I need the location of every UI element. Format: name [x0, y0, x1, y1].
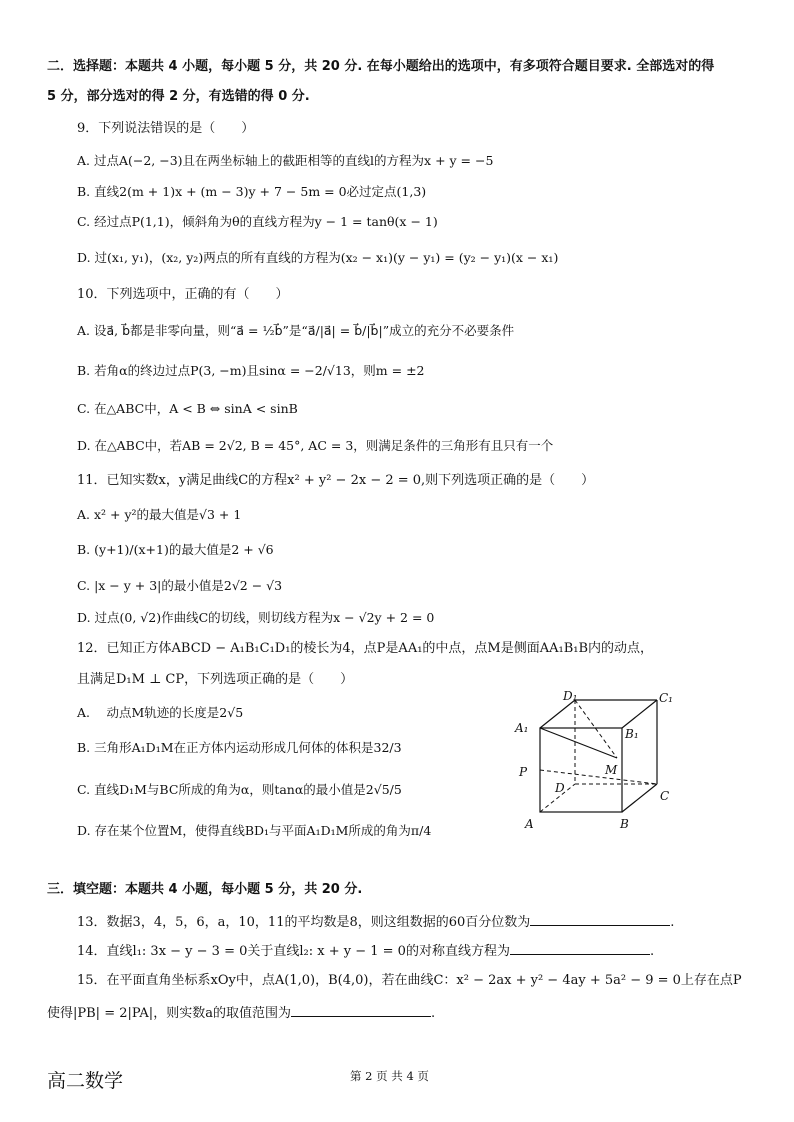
figure-label-m: M	[605, 763, 618, 777]
question-9-option-a: A. 过点A(−2, −3)且在两坐标轴上的截距相等的直线l的方程为x + y = −5	[77, 153, 494, 168]
question-12-option-a: A. 动点M轨迹的长度是2√5	[77, 705, 244, 720]
question-10-option-b: B. 若角α的终边过点P(3, −m)且sinα = −2/√13，则m = ±2	[77, 363, 425, 378]
question-11-option-c: C. |x − y + 3|的最小值是2√2 − √3	[77, 578, 283, 593]
question-12-option-d: D. 存在某个位置M，使得直线BD₁与平面A₁D₁M所成的角为π/4	[77, 823, 432, 838]
question-15-line1: 15．在平面直角坐标系xOy中，点A(1,0)，B(4,0)，若在曲线C：x² − 2ax + y² − 4ay + 5a² − 9 = 0上存在点P	[77, 973, 742, 988]
question-10-option-c: C. 在△ABC中，A < B ⇔ sinA < sinB	[77, 401, 298, 416]
question-9-stem: 9．下列说法错误的是（ ）	[77, 121, 255, 136]
figure-label-a1: A₁	[515, 721, 529, 735]
question-15-end: .	[430, 1006, 436, 1021]
figure-label-b1: B₁	[625, 727, 639, 741]
figure-label-b: B	[620, 817, 629, 831]
question-14	[77, 940, 654, 961]
question-14-text: 14．直线l₁: 3x − y − 3 = 0关于直线l₂: x + y − 1 = 0的对称直线方程为	[77, 944, 510, 959]
question-13-answer-blank[interactable]	[530, 911, 670, 926]
question-10-option-d: D. 在△ABC中，若AB = 2√2, B = 45°, AC = 3，则满足条件的三角形有且只有一个	[77, 438, 554, 453]
figure-label-p: P	[519, 765, 528, 779]
question-12-stem-line1: 12．已知正方体ABCD − A₁B₁C₁D₁的棱长为4，点P是AA₁的中点，点M是侧面AA₁B₁B内的动点，	[77, 641, 654, 656]
question-15-line2	[47, 1002, 435, 1023]
question-9-option-d: D. 过(x₁, y₁)，(x₂, y₂)两点的所有直线的方程为(x₂ − x₁)(y − y₁) = (y₂ − y₁)(x − x₁)	[77, 250, 559, 265]
question-12-stem-line2: 且满足D₁M ⊥ CP，下列选项正确的是（ ）	[77, 672, 354, 687]
section-2-header-line2: 5 分，部分选对的得 2 分，有选错的得 0 分.	[47, 89, 310, 104]
figure-label-d: D	[555, 781, 565, 795]
question-13-end: .	[670, 915, 675, 930]
question-15-answer-blank[interactable]	[291, 1002, 431, 1017]
footer-subject: 高二数学	[47, 1070, 124, 1092]
question-10-stem: 10．下列选项中，正确的有（ ）	[77, 287, 289, 302]
question-12-option-b: B. 三角形A₁D₁M在正方体内运动形成几何体的体积是32/3	[77, 740, 402, 755]
figure-label-a: A	[525, 817, 534, 831]
section-2-header-line1: 二．选择题：本题共 4 小题，每小题 5 分，共 20 分. 在每小题给出的选项中，有多项符合题目要求. 全部选对的得	[47, 59, 715, 74]
question-14-end: .	[649, 944, 655, 959]
figure-label-c1: C₁	[659, 691, 673, 705]
question-10-option-a: A. 设a⃗, b⃗都是非零向量，则“a⃗ = ½b⃗”是“a⃗/|a⃗| = b⃗/|b⃗|”成立的充分不必要条件	[77, 323, 515, 338]
question-9-option-b: B. 直线2(m + 1)x + (m − 3)y + 7 − 5m = 0必过定点(1,3)	[77, 184, 427, 199]
section-3-header: 三．填空题：本题共 4 小题，每小题 5 分，共 20 分.	[47, 882, 363, 897]
figure-label-d1: D₁	[563, 689, 578, 703]
question-12-option-c: C. 直线D₁M与BC所成的角为α，则tanα的最小值是2√5/5	[77, 782, 402, 797]
footer-page-number: 第 2 页 共 4 页	[350, 1069, 429, 1083]
question-13	[77, 911, 674, 932]
question-14-answer-blank[interactable]	[510, 940, 650, 955]
question-11-option-b: B. (y+1)/(x+1)的最大值是2 + √6	[77, 542, 274, 557]
question-9-option-c: C. 经过点P(1,1)，倾斜角为θ的直线方程为y − 1 = tanθ(x − 1)	[77, 214, 438, 229]
question-11-option-a: A. x² + y²的最大值是√3 + 1	[77, 507, 242, 522]
figure-label-c: C	[660, 789, 670, 803]
question-11-option-d: D. 过点(0, √2)作曲线C的切线，则切线方程为x − √2y + 2 = 0	[77, 610, 435, 625]
cube-figure	[505, 688, 685, 838]
question-15-text: 使得|PB| = 2|PA|，则实数a的取值范围为	[47, 1006, 291, 1021]
question-11-stem: 11．已知实数x，y满足曲线C的方程x² + y² − 2x − 2 = 0,则下列选项正确的是（ ）	[77, 473, 595, 488]
question-13-text: 13．数据3，4，5，6，a，10，11的平均数是8，则这组数据的60百分位数为	[77, 915, 531, 930]
